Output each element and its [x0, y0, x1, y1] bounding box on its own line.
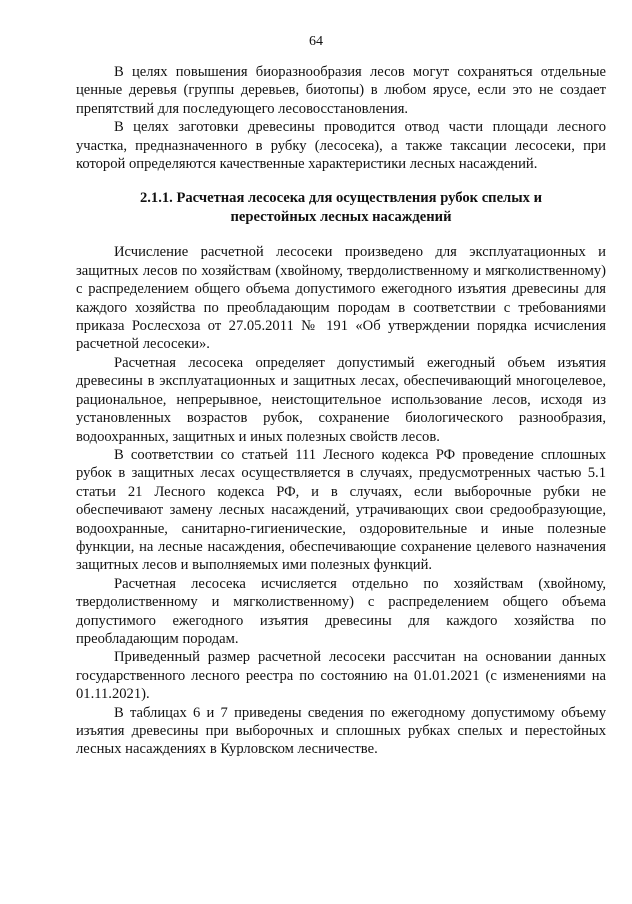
paragraph-timber-harvesting: В целях заготовки древесины проводится отвод части площади лесного участка, предназначенного в рубку (лесосека), а также таксации лесосеки, при которой определяются качественные характеристики лесных насаждений. [76, 119, 606, 173]
paragraph-registry-data: Приведенный размер расчетной лесосеки рассчитан на основании данных государственного лесного реестра по состоянию на 01.01.2021 (с изменениями на 01.11.2021). [76, 649, 606, 703]
paragraph-allowable-cut-definition: Расчетная лесосека определяет допустимый ежегодный объем изъятия древесины в эксплуатационных и защитных лесах, обеспечивающий многоцелевое, рациональное, непрерывное, неистощительное использование лесов, исходя из установленных возрастов рубок, сохранение биологического разнообразия, водоохранных, защитных и иных полезных свойств лесов. [76, 354, 606, 445]
paragraph-by-farms: Расчетная лесосека исчисляется отдельно по хозяйствам (хвойному, твердолиственному и мягколиственному) с распределением общего объема допустимого ежегодного изъятия древесины для каждого хозяйства по преобладающим породам. [76, 575, 606, 647]
paragraph-biodiversity: В целях повышения биоразнообразия лесов могут сохраняться отдельные ценные деревья (группы деревьев, биотопы) в любом ярусе, если это не создает препятствий для последующего лесовосстановления. [76, 64, 606, 117]
document-body [76, 63, 606, 759]
section-heading-line-1: 2.1.1. Расчетная лесосека для осуществления рубок спелых и [139, 190, 542, 207]
section-heading [76, 189, 606, 227]
paragraph-forest-code-article: В соответствии со статьей 111 Лесного кодекса РФ проведение сплошных рубок в защитных лесах осуществляется в случаях, предусмотренных частью 5.1 статьи 21 Лесного кодекса РФ, и в случаях, если выборочные рубки не обеспечивают замену лесных насаждений, утрачивающих свои средообразующие, водоохранные, санитарно-гигиенические, оздоровительные и иные полезные функции, на лесные насаждения, обеспечивающие сохранение целевого назначения защитных лесов и выполняемых ими полезных функций. [76, 446, 606, 574]
section-heading-line-2: перестойных лесных насаждений [230, 209, 452, 226]
paragraph-calculation: Исчисление расчетной лесосеки произведено для эксплуатационных и защитных лесов по хозяйствам (хвойному, твердолиственному и мягколиственному) с распределением общего объема допустимого ежегодного изъятия древесины для каждого хозяйства по преобладающим породам в соответствии с требованиями приказа Рослесхоза от 27.05.2011 № 191 «Об утверждении порядка исчисления расчетной лесосеки». [76, 244, 606, 353]
paragraph-tables-reference: В таблицах 6 и 7 приведены сведения по ежегодному допустимому объему изъятия древесины при выборочных и сплошных рубках спелых и перестойных лесных насаждениях в Курловском лесничестве. [76, 704, 606, 758]
page-number: 64 [309, 34, 323, 49]
